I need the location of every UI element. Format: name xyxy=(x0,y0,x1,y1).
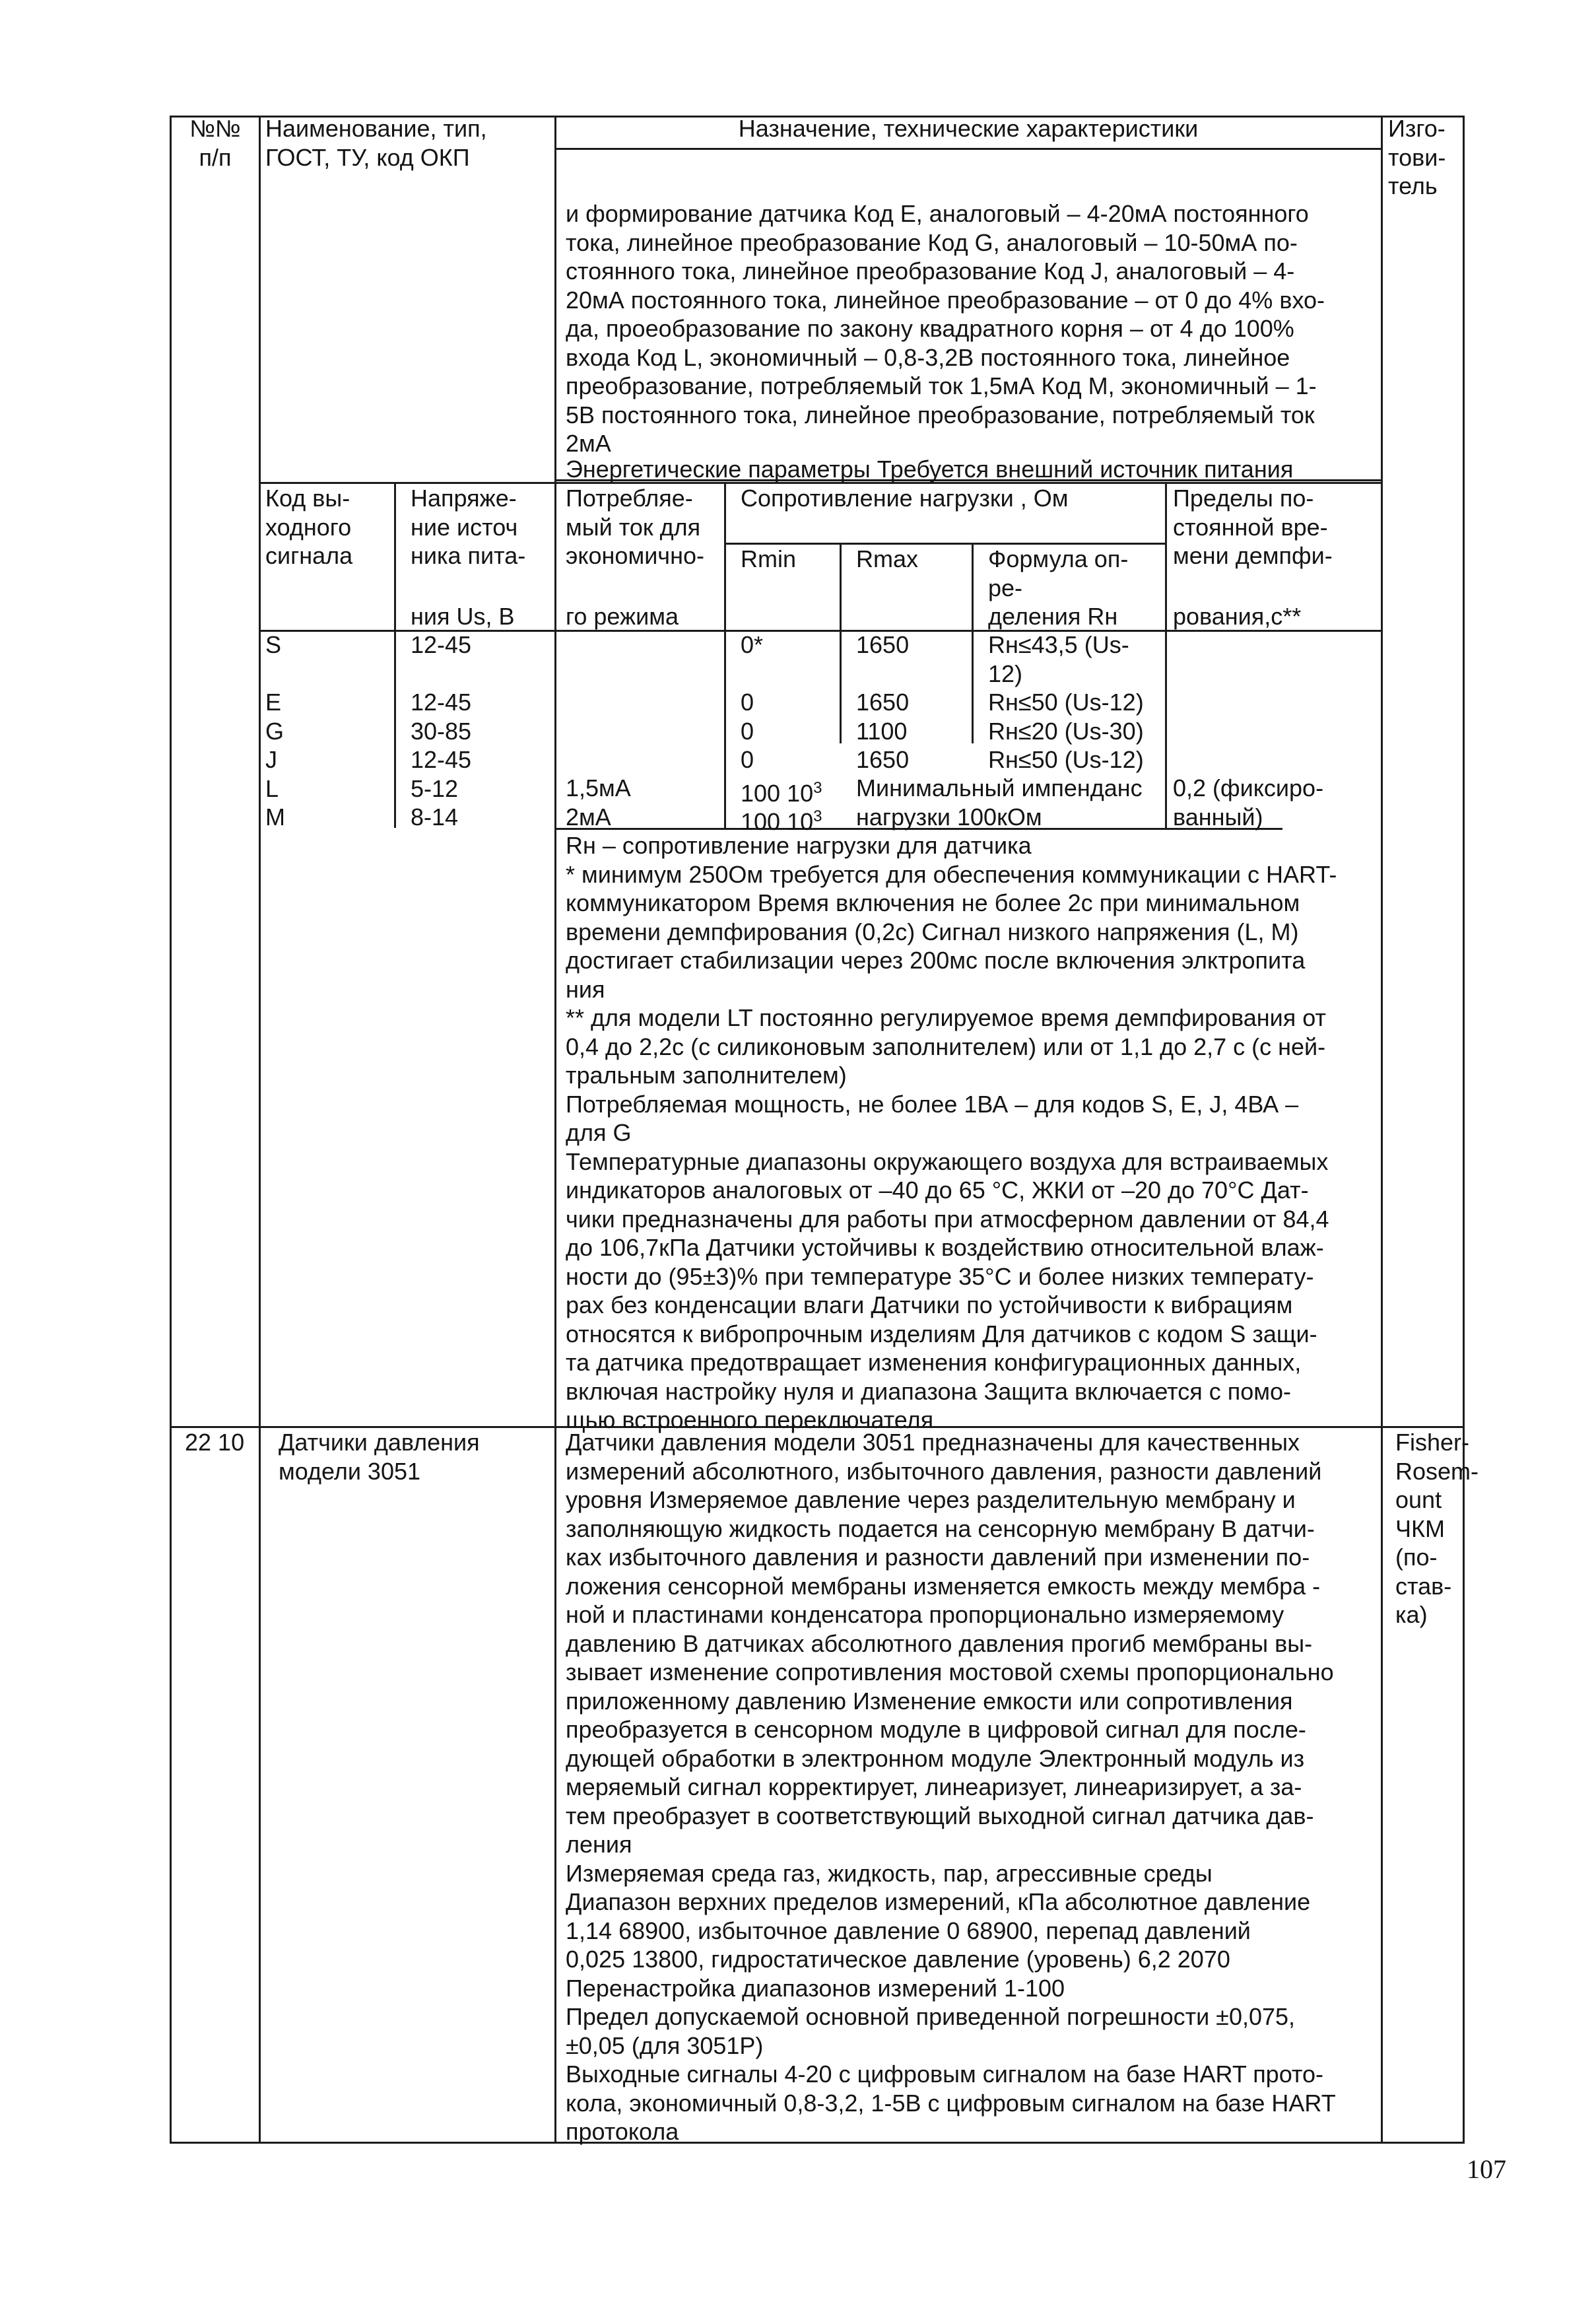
subtable-damping-value: 0,2 (фиксиро- ванный) xyxy=(1173,774,1324,831)
subtable-header-current: Потребляе- мый ток для экономично- xyxy=(566,485,704,569)
continuation-text: и формирование датчика Код Е, аналоговый – 4-20мА постоянного тока, линейное преобразование Код G, аналоговый – 10-50мА по- стоянного тока, линейное преобразование Код J, аналоговый – 4- 20мА постоянного тока, линейное преобразование – от 0 до 4% вхо- да, проеобразование по закону квадратного корня – от 4 до 100% входа Код L, экономичный – 0,8-3,2В постоянного тока, линейное преобразование, потребляемый ток 1,5мА Код М, экономичный – 1- 5В постоянного тока, линейное преобразование, потребляемый ток 2мА xyxy=(566,200,1325,457)
subtable-header-damping-unit: рования,с** xyxy=(1173,603,1302,630)
subtable-divider-rmax xyxy=(972,543,974,743)
subtable-min-impedance: Минимальный импенданс нагрузки 100кОм xyxy=(856,774,1143,831)
subtable-formula-column: Rн≤43,5 (Us- 12) Rн≤50 (Us-12) Rн≤20 (Us-30) Rн≤50 (Us-12) xyxy=(988,631,1144,773)
table-right-border xyxy=(1463,116,1465,2144)
col-divider-2 xyxy=(554,116,556,2144)
subtable-currents-column: 1,5мА 2мА xyxy=(566,774,631,831)
subtable-divider-voltage xyxy=(394,482,396,828)
subtable-header-formula: Формула оп- ре- xyxy=(988,545,1129,601)
subtable-divider-rmin xyxy=(840,543,842,743)
subtable-rmin-l: 100 $10^3$ xyxy=(741,779,822,807)
subtable-header-voltage-unit: ния Us, В xyxy=(411,603,515,630)
col-divider-3 xyxy=(1381,116,1383,2144)
header-rule-purpose xyxy=(554,148,1381,150)
row-2210-maker: Fisher- Rosem- ount ЧКМ (по- став- ка) xyxy=(1395,1429,1479,1628)
subtable-header-rmax: Rmax xyxy=(856,545,919,572)
subtable-header-current-mode: го режима xyxy=(566,603,679,630)
subtable-rmin-m: 100 $10^3$ xyxy=(741,807,822,835)
row-2210-description: Датчики давления модели 3051 предназначены для качественных измерений абсолютного, избыточного давления, разности давлений уровня Измеряемое давление через разделительную мембрану и заполняющую жидкость подается на сенсорную мембрану В датчи- ках избыточного давления и разности давлений при изменении по- ложения сенсорной мембраны изменяется емкость между мембра - ной и пластинами конденсатора пропорционально измеряемому давлению В датчиках абсолютного давления прогиб мембраны вы- зывает изменение сопротивления мостовой схемы пропорционально приложенному давлению Изменение емкости или сопротивления преобразуется в сенсорном модуле в цифровой сигнал для после- дующей обработки в электронном модуле Электронный модуль из меряемый сигнал корректирует, линеаризует, линеаризирует, а за- тем преобразует в соответствующий выходной сигнал датчика дав- ления Измеряемая среда газ, жидкость, пар, агрессивные среды Диапазон верхних пределов измерений, кПа абсолютное давление 1,14 68900, избыточное давление 0 68900, перепад давлений 0,025 13800, гидростатическое давление (уровень) 6,2 2070 Перенастройка диапазонов измерений 1-100 Предел допускаемой основной приведенной погрешности ±0,075, ±0,05 (для 3051P) Выходные сигналы 4-20 с цифровым сигналом на базе HART прото- кола, экономичный 0,8-3,2, 1-5В с цифровым сигналом на базе HART протокола xyxy=(566,1429,1336,2145)
header-purpose-col: Назначение, технические характеристики xyxy=(738,115,1199,142)
col-divider-1 xyxy=(259,116,261,2144)
subtable-voltages-column: 12-45 12-45 30-85 12-45 5-12 8-14 xyxy=(411,631,472,831)
subtable-header-damping: Пределы по- стоянной вре- мени демпфи- xyxy=(1173,485,1333,569)
subtable-header-formula-rn: деления Rн xyxy=(988,603,1118,630)
page-number: 107 xyxy=(1467,2154,1506,2184)
header-number-col: №№ п/п xyxy=(189,115,241,171)
subtable-header-voltage: Напряже- ние источ ника пита- xyxy=(411,485,526,569)
row-2210-name: Датчики давления модели 3051 xyxy=(279,1429,480,1485)
subtable-divider-resistance xyxy=(724,482,726,828)
subtable-header-rmin: Rmin xyxy=(741,545,797,572)
energy-heading: Энергетические параметры Требуется внешний источник питания xyxy=(566,456,1294,483)
subtable-divider-damping xyxy=(1165,482,1167,828)
header-name-col: Наименование, тип, ГОСТ, ТУ, код ОКП xyxy=(265,115,487,171)
subtable-header-code: Код вы- ходного сигнала xyxy=(265,485,353,569)
subtable-header-resistance: Сопротивление нагрузки , Ом xyxy=(741,485,1069,512)
table-left-border xyxy=(170,116,172,2144)
subtable-rmin-column: 0* 0 0 0 xyxy=(741,631,764,773)
header-maker-col: Изго- тови- тель xyxy=(1388,115,1446,199)
subtable-rmax-column: 1650 1650 1100 1650 xyxy=(856,631,910,773)
subtable-codes-column: S E G J L M xyxy=(265,631,285,831)
row-2210-number: 22 10 xyxy=(185,1429,245,1456)
notes-text: Rн – сопротивление нагрузки для датчика * минимум 250Ом требуется для обеспечения коммуникации с HART- коммуникатором Время включения не более 2с при минимальном времени демпфирования (0,2с) Сигнал низкого напряжения (L, M) достигает стабилизации через 200мс после включения элктропита ния ** для модели LT постоянно регулируемое время демпфирования от 0,4 до 2,2с (с силиконовым заполнителем) или от 1,1 до 2,7 с (с ней- тральным заполнителем) Потребляемая мощность, не более 1ВА – для кодов S, E, J, 4ВА – для G Температурные диапазоны окружающего воздуха для встраиваемых индикаторов аналоговых от –40 до 65 °С, ЖКИ от –20 до 70°С Дат- чики предназначены для работы при атмосферном давлении от 84,4 до 106,7кПа Датчики устойчивы к воздействию относительной влаж- ности до (95±3)% при температуре 35°С и более низких температу- рах без конденсации влаги Датчики по устойчивости к вибрациям относятся к вибропрочным изделиям Для датчиков с кодом S защи- та датчика предотвращает изменения конфигурационных данных, включая настройку нуля и диапазона Защита включается с помо- щью встроенного переключателя xyxy=(566,832,1337,1433)
